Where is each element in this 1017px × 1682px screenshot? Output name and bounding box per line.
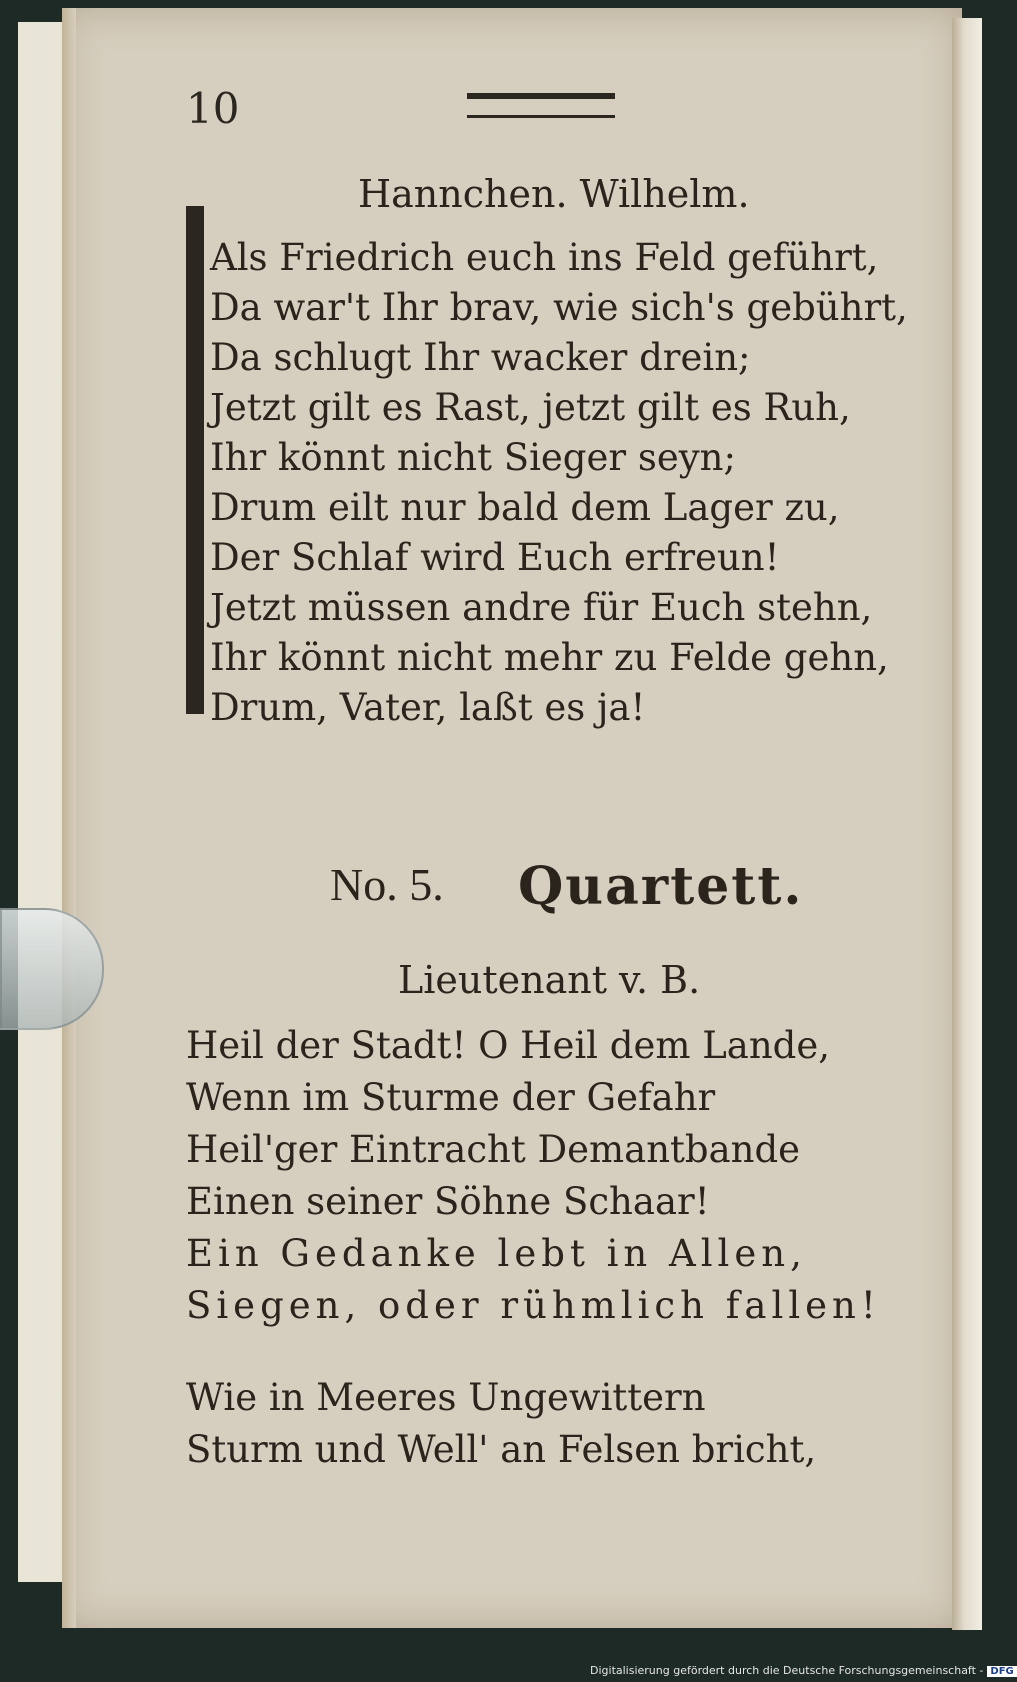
verse-line: Da schlugt Ihr wacker drein; bbox=[210, 336, 751, 379]
verse-line: Drum, Vater, laßt es ja! bbox=[210, 686, 646, 729]
verse-line: Heil'ger Eintracht Demantbande bbox=[186, 1128, 801, 1171]
ornament-rule bbox=[467, 93, 615, 118]
page-gutter bbox=[62, 8, 76, 1628]
verse-line: Der Schlaf wird Euch erfreun! bbox=[210, 536, 780, 579]
vertical-bracket-rule bbox=[186, 206, 204, 714]
verse-line: Da war't Ihr brav, wie sich's gebührt, bbox=[210, 286, 908, 329]
verse-line: Jetzt müssen andre für Euch stehn, bbox=[210, 586, 873, 629]
verse-line: Jetzt gilt es Rast, jetzt gilt es Ruh, bbox=[210, 386, 851, 429]
page-edges-right bbox=[952, 18, 982, 1630]
verse-line: Siegen, oder rühmlich fallen! bbox=[186, 1284, 881, 1327]
piece-number: No. 5. bbox=[330, 859, 444, 910]
speaker-heading: Lieutenant v. B. bbox=[398, 958, 701, 1002]
verse-line: Als Friedrich euch ins Feld geführt, bbox=[210, 236, 879, 279]
verse-line: Ihr könnt nicht Sieger seyn; bbox=[210, 436, 736, 479]
piece-title: Quartett. bbox=[518, 856, 804, 917]
verse-line: Einen seiner Söhne Schaar! bbox=[186, 1180, 710, 1223]
digitization-credit bbox=[590, 1664, 1017, 1677]
verse-line: Heil der Stadt! O Heil dem Lande, bbox=[186, 1024, 830, 1067]
verse-line: Wenn im Sturme der Gefahr bbox=[186, 1076, 716, 1119]
verse-line: Ihr könnt nicht mehr zu Felde gehn, bbox=[210, 636, 889, 679]
page-number: 10 bbox=[186, 84, 240, 133]
credit-text: Digitalisierung gefördert durch die Deutsche Forschungsgemeinschaft - bbox=[590, 1664, 984, 1677]
verse-line: Wie in Meeres Ungewittern bbox=[186, 1376, 706, 1419]
verse-line: Drum eilt nur bald dem Lager zu, bbox=[210, 486, 840, 529]
verse-line: Sturm und Well' an Felsen bricht, bbox=[186, 1428, 817, 1471]
speaker-heading: Hannchen. Wilhelm. bbox=[358, 172, 750, 216]
dfg-logo: DFG bbox=[987, 1666, 1016, 1677]
verse-line: Ein Gedanke lebt in Allen, bbox=[186, 1232, 807, 1275]
